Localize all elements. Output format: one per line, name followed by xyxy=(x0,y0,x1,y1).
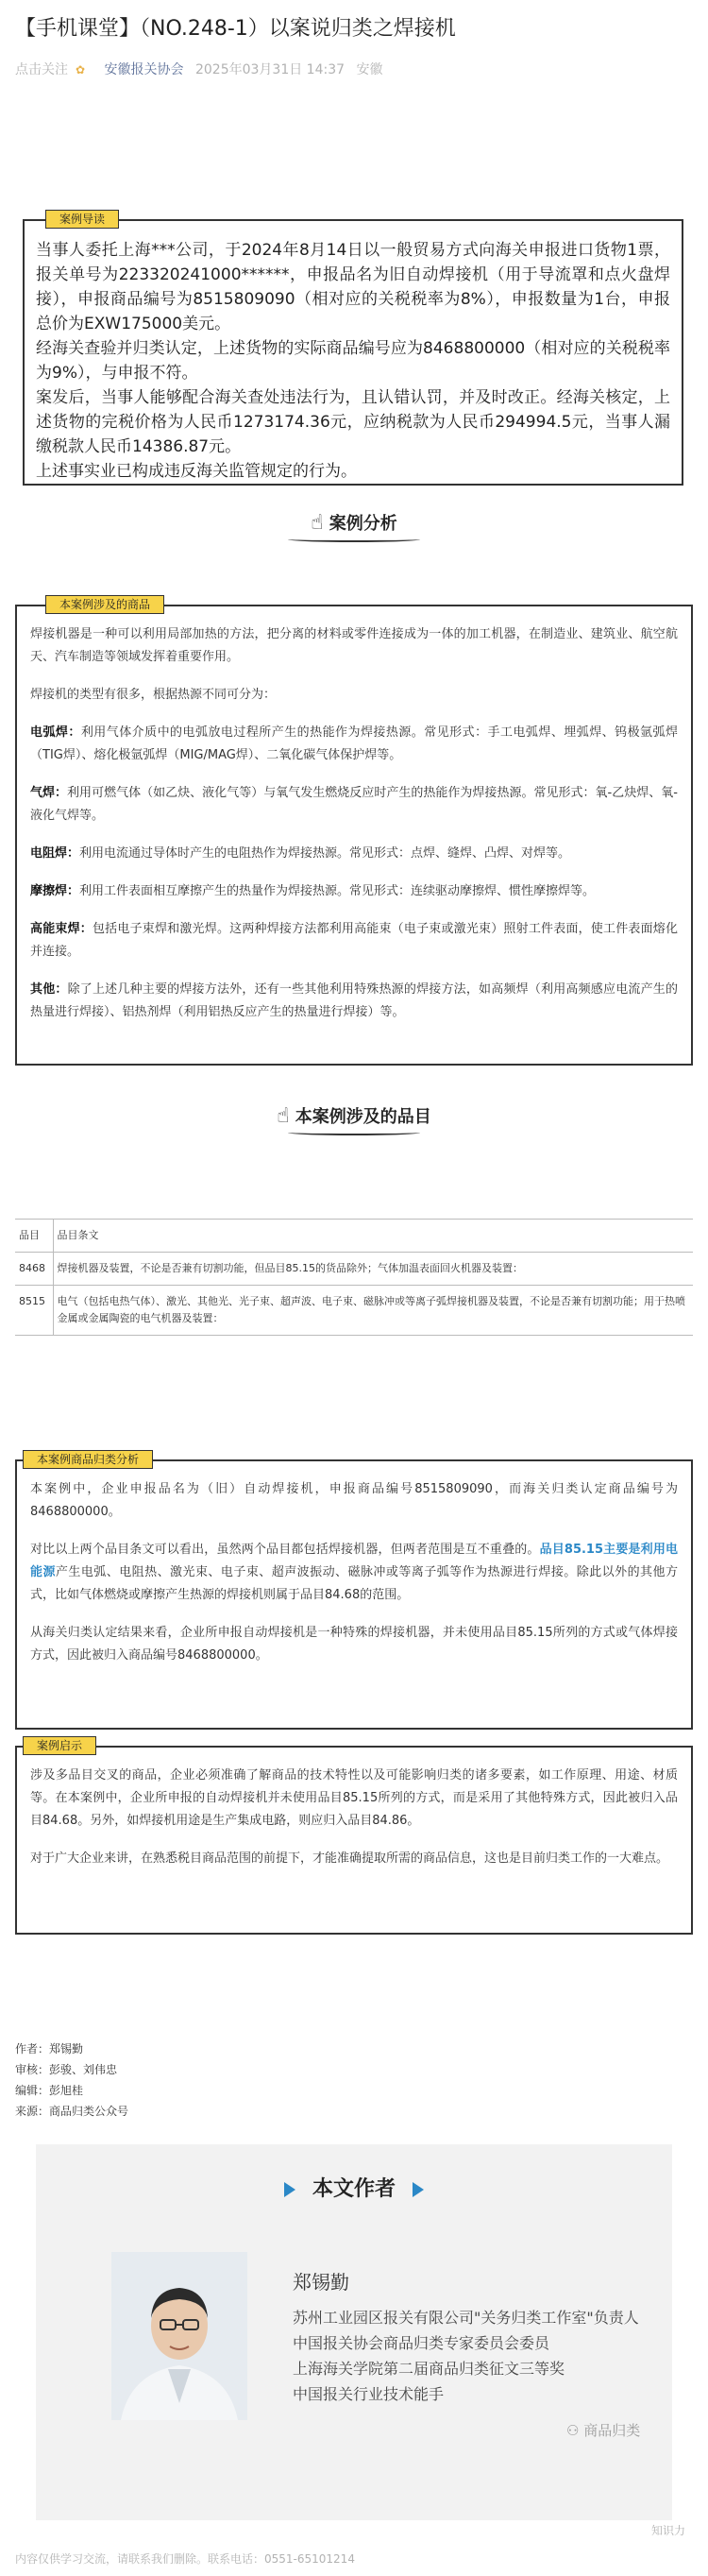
author-photo xyxy=(111,2252,247,2420)
table-cell-code: 8515 xyxy=(15,1286,53,1336)
intro-paragraph: 案发后，当事人能够配合海关查处违法行为，且认错认罚，并及时改正。经海关核定，上述货物的完税价格为人民币1273174.36元，应纳税款为人民币294994.5元，当事人漏缴税款人民币14386.87元。 xyxy=(36,388,670,456)
author-bio-line: 中国报关行业技术能手 xyxy=(293,2385,445,2403)
table-header-cell: 品目 xyxy=(15,1220,53,1253)
goods-type: 电弧焊：利用气体介质中的电弧放电过程所产生的热能作为焊接热源。常见形式：手工电弧焊、埋弧焊、钨极氩弧焊（TIG焊）、熔化极氩弧焊（MIG/MAG焊）、二氧化碳气体保护焊等。 xyxy=(30,725,678,762)
credit-line: 作者：郑锡勤 xyxy=(15,2042,84,2056)
article-title: 【手机课堂】（NO.248-1）以案说归类之焊接机 xyxy=(15,17,456,41)
table-header-row xyxy=(15,1220,693,1253)
goods-tab: 本案例涉及的商品 xyxy=(45,595,164,614)
watermark: ⚇ 商品归类 xyxy=(566,2422,641,2439)
insight-box xyxy=(15,1739,693,1935)
article-meta xyxy=(15,60,390,79)
classification-text xyxy=(30,1478,678,1667)
author-bio-line: 苏州工业园区报关有限公司"关务归类工作室"负责人 xyxy=(293,2309,639,2327)
goods-type: 气焊：利用可燃气体（如乙炔、液化气等）与氧气发生燃烧反应时产生的热能作为焊接热源。常见形式：氧-乙炔焊、氧-液化气焊等。 xyxy=(30,786,678,823)
publish-datetime: 2025年03月31日 14:37 xyxy=(194,62,346,77)
follow-prompt[interactable]: 点击关注 ✿ xyxy=(15,62,86,77)
intro-paragraph: 上述事实业已构成违反海关监管规定的行为。 xyxy=(36,462,357,481)
insight-text xyxy=(30,1765,678,1870)
classification-paragraph: 从海关归类认定结果来看，企业所申报自动焊接机是一种特殊的焊接机器，并未使用品目85.15所列的方式或气体焊接方式，因此被归入商品编号8468800000。 xyxy=(30,1626,678,1663)
triangle-right-icon xyxy=(284,2182,295,2197)
table-cell-text: 电气（包括电热气体）、激光、其他光、光子束、超声波、电子束、磁脉冲或等离子弧焊接机器及装置，不论是否兼有切割功能；用于热喷金属或金属陶瓷的电气机器及装置： xyxy=(53,1286,693,1336)
items-table-wrap xyxy=(15,1219,693,1336)
intro-text xyxy=(36,238,670,484)
goods-type: 摩擦焊：利用工件表面相互摩擦产生的热量作为焊接热源。常见形式：连续驱动摩擦焊、惯性摩擦焊等。 xyxy=(30,884,596,898)
footer-brand: 知识力 xyxy=(651,2524,686,2537)
credit-line: 来源：商品归类公众号 xyxy=(15,2105,129,2118)
classification-paragraph: 对比以上两个品目条文可以看出，虽然两个品目都包括焊接机器，但两者范围是互不重叠的。品目85.15主要是利用电能源产生电弧、电阻热、激光束、电子束、超声波振动、磁脉冲或等离子弧等作为热源进行焊接。除此以外的其他方式，比如气体燃烧或摩擦产生热源的焊接机则属于品目84.68的范围。 xyxy=(30,1543,678,1602)
analysis-heading: ☝ 案例分析 xyxy=(260,510,448,542)
items-table xyxy=(15,1219,693,1336)
intro-box xyxy=(23,213,683,486)
goods-type: 电阻焊：利用电流通过导体时产生的电阻热作为焊接热源。常见形式：点焊、缝焊、凸焊、对焊等。 xyxy=(30,846,571,861)
heading-underline xyxy=(288,1130,420,1135)
table-cell-text: 焊接机器及装置，不论是否兼有切割功能，但品目85.15的货品除外；气体加温表面回火机器及装置： xyxy=(53,1253,693,1286)
author-portrait-icon xyxy=(111,2252,247,2420)
goods-type: 高能束焊：包括电子束焊和激光焊。这两种焊接方法都利用高能束（电子束或激光束）照射工件表面，使工件表面熔化并连接。 xyxy=(30,922,678,959)
footer-note: 内容仅供学习交流，请联系我们删除。联系电话：0551-65101214 xyxy=(15,2552,355,2566)
author-name: 郑锡勤 xyxy=(293,2271,349,2294)
author-heading: 本文作者 xyxy=(36,2173,672,2202)
intro-paragraph: 当事人委托上海***公司，于2024年8月14日以一般贸易方式向海关申报进口货物1票，报关单号为223320241000******，申报品名为旧自动焊接机（用于导流罩和点火盘焊接），申报商品编号为8515809090（相对应的关税税率为8%），申报数量为1台，申报总价为EXW175000美元。 xyxy=(36,241,670,333)
author-card xyxy=(36,2144,672,2520)
insight-tab: 案例启示 xyxy=(23,1736,96,1755)
intro-tab: 案例导读 xyxy=(45,210,119,229)
classification-box xyxy=(15,1453,693,1730)
table-header-cell: 品目条文 xyxy=(53,1220,693,1253)
publish-location: 安徽 xyxy=(356,62,383,77)
goods-box xyxy=(15,598,693,1066)
table-cell-code: 8468 xyxy=(15,1253,53,1286)
insight-paragraph: 涉及多品目交叉的商品，企业必须准确了解商品的技术特性以及可能影响归类的诸多要素，如工作原理、用途、材质等。在本案例中，企业所申报的自动焊接机并未使用品目85.15所列的方式，而是采用了其他特殊方式，因此被归入品目84.68。另外，如焊接机用途是生产集成电路，则应归入品目84.86。 xyxy=(30,1768,678,1828)
classification-tab: 本案例商品归类分析 xyxy=(23,1450,153,1469)
classification-paragraph: 本案例中，企业申报品名为（旧）自动焊接机，申报商品编号8515809090，而海关归类认定商品编号为8468800000。 xyxy=(30,1482,678,1519)
credit-line: 审核：彭骏、刘伟忠 xyxy=(15,2063,118,2076)
goods-types-intro: 焊接机的类型有很多，根据热源不同可分为： xyxy=(30,688,277,702)
table-row xyxy=(15,1286,693,1336)
triangle-right-icon xyxy=(413,2182,424,2197)
goods-intro: 焊接机器是一种可以利用局部加热的方法，把分离的材料或零件连接成为一体的加工机器，在制造业、建筑业、航空航天、汽车制造等领域发挥着重要作用。 xyxy=(30,627,678,664)
credits xyxy=(15,2039,128,2122)
author-bio-line: 上海海关学院第二届商品归类征文三等奖 xyxy=(293,2360,565,2378)
account-name[interactable]: 安徽报关协会 xyxy=(104,62,184,77)
goods-type: 其他：除了上述几种主要的焊接方法外，还有一些其他利用特殊热源的焊接方法，如高频焊（利用高频感应电流产生的热量进行焊接）、铝热剂焊（利用铝热反应产生的热量进行焊接）等。 xyxy=(30,982,678,1019)
pointer-hand-icon: ☝ xyxy=(277,1104,290,1128)
follow-icon: ✿ xyxy=(76,63,86,77)
author-bio-line: 中国报关协会商品归类专家委员会委员 xyxy=(293,2334,550,2352)
insight-paragraph: 对于广大企业来讲，在熟悉税目商品范围的前提下，才能准确提取所需的商品信息，这也是目前归类工作的一大难点。 xyxy=(30,1851,669,1866)
heading-underline xyxy=(288,537,420,542)
wechat-icon: ⚇ xyxy=(566,2422,580,2439)
intro-paragraph: 经海关查验并归类认定，上述货物的实际商品编号应为8468800000（相对应的关税税率为9%），与申报不符。 xyxy=(36,339,670,383)
author-bio xyxy=(293,2305,639,2407)
pointer-hand-icon: ☝ xyxy=(311,511,324,535)
items-heading: ☝ 本案例涉及的品目 xyxy=(231,1103,477,1135)
credit-line: 编辑：彭旭桂 xyxy=(15,2084,84,2097)
table-row xyxy=(15,1253,693,1286)
goods-text xyxy=(30,623,678,1024)
